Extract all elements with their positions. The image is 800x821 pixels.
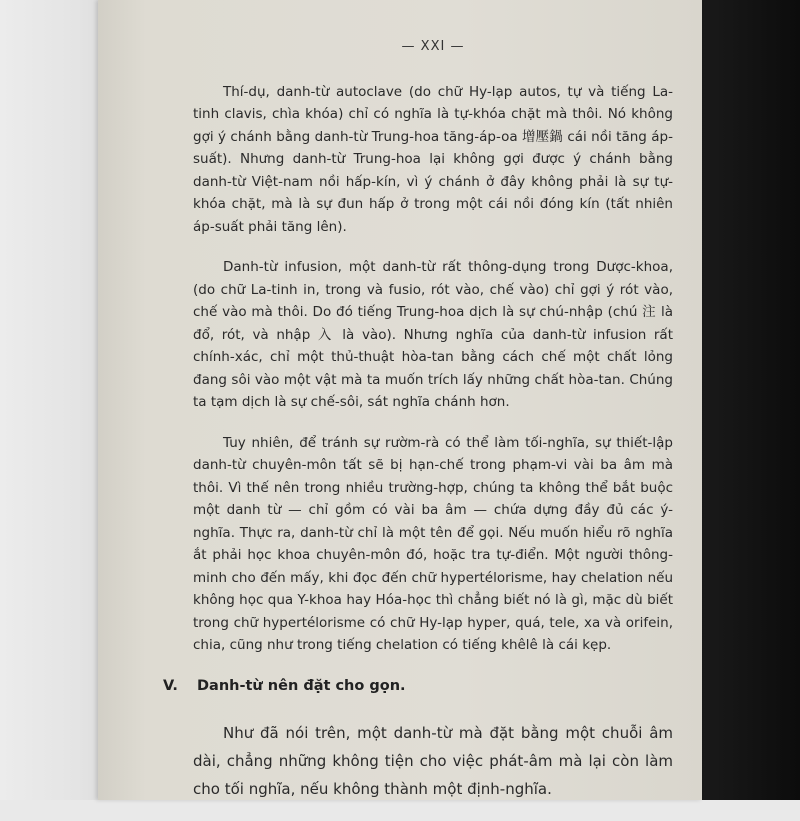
section-title: Danh-từ nên đặt cho gọn.: [197, 677, 406, 694]
paragraph-infusion: Danh-từ infusion, một danh-từ rất thông-dụng trong Dược-khoa, (do chữ La-tinh in, trong và fusio, rót vào, chế vào) chỉ gợi ý rót vào, chế vào mà thôi. Do đó tiếng Trung-hoa dịch là sự chú-nhập (chú 注 là đổ, rót, và nhập 入 là vào). Nhưng nghĩa của danh-từ infusion rất chính-xác, chỉ một thủ-thuật hòa-tan bằng cách chế một chất lỏng đang sôi vào một vật mà ta muốn trích lấy những chất hòa-tan. Chúng ta tạm dịch là sự chế-sôi, sát nghĩa chánh hơn.: [193, 259, 673, 410]
book-page: [98, 0, 702, 800]
paragraph-autoclave: Thí-dụ, danh-từ autoclave (do chữ Hy-lạp autos, tự và tiếng La-tinh clavis, chìa khóa) chỉ có nghĩa là tự-khóa chặt mà thôi. Nó không gợi ý chánh bằng danh-từ Trung-hoa tăng-áp-oa 增壓鍋 cái nồi tăng áp-suất). Nhưng danh-từ Trung-hoa lại không gợi được ý chánh bằng danh-từ Việt-nam nồi hấp-kín, vì ý chánh ở đây không phải là sự tự-khóa chặt, mà là sự đun hấp ở trong một cái nồi đóng kín (tất nhiên áp-suất phải tăng lên).: [193, 83, 673, 235]
paragraph-limits: Tuy nhiên, để tránh sự rườm-rà có thể làm tối-nghĩa, sự thiết-lập danh-từ chuyên-môn tất sẽ bị hạn-chế trong phạm-vi vài ba âm mà thôi. Vì thế nên trong nhiều trường-hợp, chúng ta không thể bắt buộc một danh từ — chỉ gồm có vài ba âm — chứa dựng đầy đủ các ý-nghĩa. Thực ra, danh-từ chỉ là một tên để gọi. Nếu muốn hiểu rõ nghĩa ắt phải học khoa chuyên-môn đó, hoặc tra tự-điển. Một người thông-minh cho đến mấy, khi đọc đến chữ hypertélorisme, hay chelation nếu không học qua Y-khoa hay Hóa-học thì chẳng biết nó là gì, mặc dù biết trong chữ hypertélorisme có chữ Hy-lạp hyper, quá, tele, xa và orifein, chia, cũng như trong tiếng chelation có tiếng khêlê là cái kẹp.: [193, 434, 673, 653]
dark-backdrop: [700, 0, 800, 800]
section-heading: [163, 675, 673, 698]
page-number: — XXI —: [401, 39, 465, 54]
paragraph-concise: Như đã nói trên, một danh-từ mà đặt bằng một chuỗi âm dài, chẳng những không tiện cho việc phát-âm mà lại còn làm cho tối nghĩa, nếu không thành một định-nghĩa.: [193, 724, 673, 798]
page-body: [163, 36, 673, 821]
section-number: V.: [163, 677, 178, 694]
